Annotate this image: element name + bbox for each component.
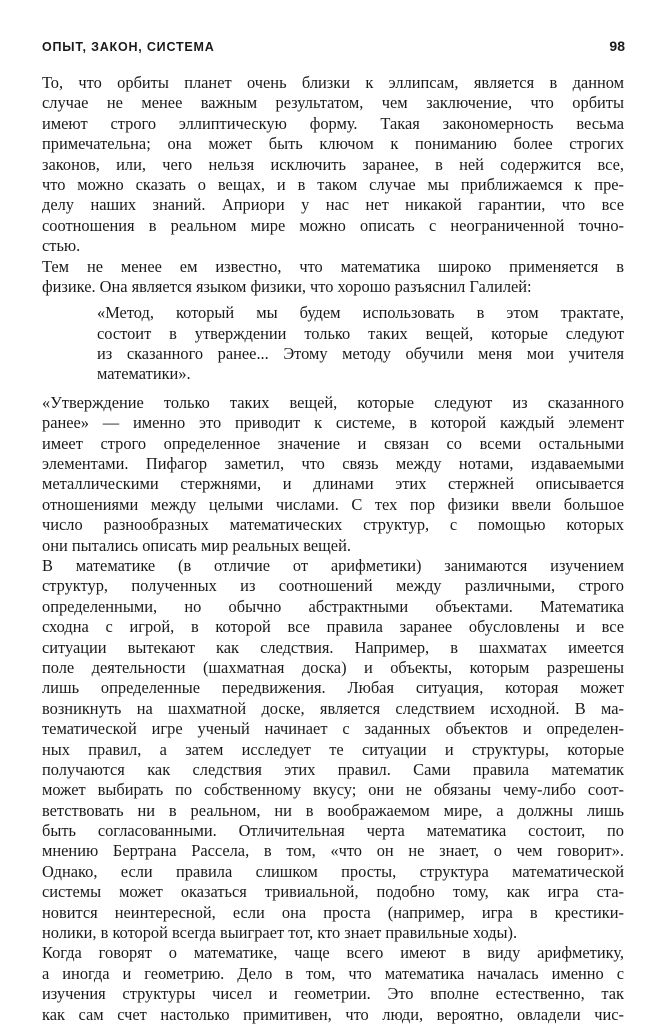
quote-line: математики».	[97, 364, 191, 384]
text-line: а иногда и геометрию. Дело в том, что математика началась именно с	[42, 963, 624, 983]
text-line: физике. Она является языком физики, что хорошо разъяснил Галилей:	[42, 276, 532, 296]
quote-line: состоит в утверждении только таких вещей, которые следуют	[97, 323, 624, 343]
text-line: ветствовать ни в реальном, ни в воображаемом мире, а должны лишь	[42, 800, 624, 820]
text-line: возникнуть на шахматной доске, является следствием исходной. В ма-	[42, 698, 624, 718]
text-line: ранее» — именно это приводит к системе, в которой каждый элемент	[42, 413, 624, 433]
text-line: тематической игре ученый начинает с заданных объектов и определен-	[42, 719, 624, 739]
text-line: имеет строго определенное значение и связан со всеми остальными	[42, 433, 624, 453]
text-line: может выбирать по собственному вкусу; они не обязаны чему-либо соот-	[42, 780, 624, 800]
text-line: изучения структуры чисел и геометрии. Это вполне естественно, так	[42, 984, 624, 1004]
text-line: поле деятельности (шахматная доска) и объекты, которым разрешены	[42, 657, 624, 677]
text-line: примечательна; она может быть ключом к пониманию более строгих	[42, 134, 624, 154]
quote-line: из сказанного ранее... Этому методу обучили меня мои учителя	[97, 344, 624, 364]
text-line: мнению Бертрана Рассела, в том, «что он не знает, о чем говорит».	[42, 841, 624, 861]
page-header	[42, 38, 625, 56]
paragraph	[42, 393, 624, 556]
text-line: сходна с игрой, в которой все правила заранее обусловлены и все	[42, 617, 624, 637]
paragraph	[42, 257, 624, 298]
text-line: быть согласованными. Отличительная черта математика состоит, по	[42, 821, 624, 841]
block-quote	[97, 303, 624, 385]
text-line: ных правил, а затем исследует те ситуации и структуры, которые	[42, 739, 624, 759]
text-line: Однако, если правила слишком просты, структура математической	[42, 861, 624, 881]
text-line: получаются как следствия этих правил. Сами правила математик	[42, 759, 624, 779]
text-line: элементами. Пифагор заметил, что связь между нотами, издаваемыми	[42, 454, 624, 474]
text-line: ситуации вытекают как следствия. Например, в шахматах имеется	[42, 637, 624, 657]
text-line: структур, полученных из соотношений между различными, строго	[42, 576, 624, 596]
paragraph	[42, 943, 624, 1025]
text-line: Когда говорят о математике, чаще всего имеют в виду арифметику,	[42, 943, 624, 963]
text-line: случае не менее важным результатом, чем заключение, что орбиты	[42, 93, 624, 113]
text-line: В математике (в отличие от арифметики) занимаются изучением	[42, 555, 624, 575]
text-line: новится неинтересной, если она проста (например, игра в крестики-	[42, 902, 624, 922]
text-line: как сам счет настолько примитивен, что люди, вероятно, овладели чис-	[42, 1004, 624, 1024]
text-line: металлическими стержнями, и длинами этих стержней описывается	[42, 474, 624, 494]
body-text	[42, 73, 624, 1025]
text-line: определенными, но обычно абстрактными объектами. Математика	[42, 596, 624, 616]
text-line: законов, или, чего нельзя исключить заранее, в ней содержится все,	[42, 154, 624, 174]
paragraph	[42, 73, 624, 257]
text-line: имеют строго эллиптическую форму. Такая закономерность весьма	[42, 113, 624, 133]
paragraph	[42, 556, 624, 943]
text-line: лишь определенные передвижения. Любая ситуация, которая может	[42, 678, 624, 698]
text-line: Тем не менее ем известно, что математика широко применяется в	[42, 256, 624, 276]
text-line: они пытались описать мир реальных вещей.	[42, 535, 351, 555]
text-line: «Утверждение только таких вещей, которые следуют из сказанного	[42, 392, 624, 412]
text-line: нолики, в которой всегда выиграет тот, кто знает правильные ходы).	[42, 923, 518, 943]
text-line: системы может оказаться тривиальной, подобно тому, как игра ста-	[42, 882, 624, 902]
text-line: соотношения в реальном мире можно описать с неограниченной точно-	[42, 215, 624, 235]
text-line: отношениями между целыми числами. С тех пор физики ввели большое	[42, 494, 624, 514]
text-line: То, что орбиты планет очень близки к эллипсам, является в данном	[42, 73, 624, 92]
page-number: 98	[609, 38, 625, 54]
text-line: делу наших знаний. Априори у нас нет никакой гарантии, что все	[42, 195, 624, 215]
quote-line: «Метод, который мы будем использовать в этом трактате,	[97, 303, 624, 323]
text-line: число разнообразных математических структур, с помощью которых	[42, 515, 624, 535]
running-head: ОПЫТ, ЗАКОН, СИСТЕМА	[42, 40, 215, 54]
text-line: стью.	[42, 236, 81, 256]
text-line: что можно сказать о вещах, и в таком случае мы приближаемся к пре-	[42, 174, 624, 194]
